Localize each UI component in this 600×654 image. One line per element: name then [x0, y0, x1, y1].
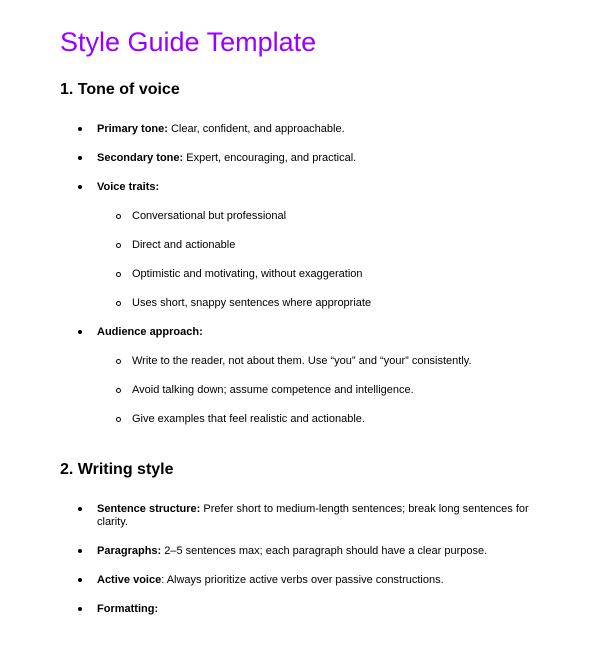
item-label: Active voice — [97, 573, 162, 586]
list-item — [60, 603, 540, 616]
item-label: Audience approach: — [97, 325, 203, 338]
sub-item-text: Avoid talking down; assume competence and intelligence. — [132, 383, 414, 396]
item-text: 2–5 sentences max; each paragraph should have a clear purpose. — [161, 544, 488, 557]
item-text: Expert, encouraging, and practical. — [183, 151, 357, 164]
section-heading-tone-of-voice: 1. Tone of voice — [60, 81, 180, 98]
bullet-icon — [78, 607, 82, 611]
document-title: Style Guide Template — [60, 27, 317, 57]
item-label: Secondary tone: — [97, 151, 184, 164]
voice-traits-sublist — [97, 210, 540, 310]
sub-item-text: Write to the reader, not about them. Use “you” and “your” consistently. — [132, 354, 472, 367]
section-heading-writing-style: 2. Writing style — [60, 461, 174, 478]
item-label: Paragraphs: — [97, 544, 162, 557]
list-item — [60, 545, 540, 558]
hollow-bullet-icon — [116, 359, 121, 364]
list-item — [60, 326, 540, 426]
item-label: Sentence structure: — [97, 502, 201, 515]
item-text: : Always prioritize active verbs over passive constructions. — [161, 573, 444, 586]
tone-of-voice-list — [60, 123, 540, 442]
bullet-icon — [78, 330, 82, 334]
item-text: Prefer short to medium-length sentences; break long sentences for clarity. — [97, 502, 529, 528]
item-label: Voice traits: — [97, 180, 160, 193]
bullet-icon — [78, 185, 82, 189]
bullet-icon — [78, 156, 82, 160]
bullet-icon — [78, 549, 82, 553]
sub-list-item — [97, 297, 540, 310]
sub-list-item — [97, 355, 540, 368]
bullet-icon — [78, 578, 82, 582]
sub-list-item — [97, 239, 540, 252]
hollow-bullet-icon — [116, 388, 121, 393]
list-item — [60, 181, 540, 310]
sub-list-item — [97, 268, 540, 281]
sub-item-text: Uses short, snappy sentences where appropriate — [132, 296, 372, 309]
item-text: Clear, confident, and approachable. — [167, 122, 345, 135]
list-item — [60, 152, 540, 165]
writing-style-list — [60, 503, 540, 632]
bullet-icon — [78, 507, 82, 511]
hollow-bullet-icon — [116, 417, 121, 422]
list-item — [60, 503, 540, 529]
audience-approach-sublist — [97, 355, 540, 426]
sub-list-item — [97, 413, 540, 426]
item-label: Formatting: — [97, 602, 159, 615]
sub-item-text: Give examples that feel realistic and actionable. — [132, 412, 365, 425]
hollow-bullet-icon — [116, 243, 121, 248]
item-label: Primary tone: — [97, 122, 168, 135]
sub-list-item — [97, 210, 540, 223]
sub-item-text: Direct and actionable — [132, 238, 236, 251]
list-item — [60, 123, 540, 136]
hollow-bullet-icon — [116, 272, 121, 277]
list-item — [60, 574, 540, 587]
bullet-icon — [78, 127, 82, 131]
hollow-bullet-icon — [116, 301, 121, 306]
sub-item-text: Optimistic and motivating, without exaggeration — [132, 267, 363, 280]
hollow-bullet-icon — [116, 214, 121, 219]
sub-item-text: Conversational but professional — [132, 209, 287, 222]
sub-list-item — [97, 384, 540, 397]
